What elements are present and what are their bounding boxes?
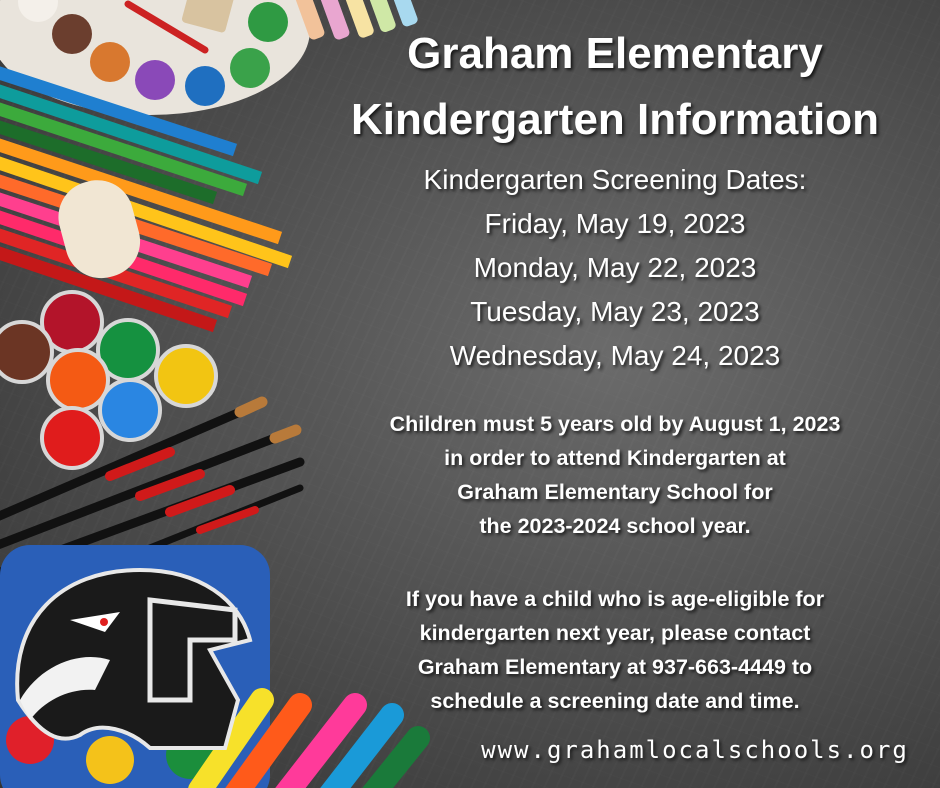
- contact-line: schedule a screening date and time.: [430, 689, 800, 713]
- title-line-1: Graham Elementary: [407, 29, 823, 78]
- screening-heading: Kindergarten Screening Dates:: [423, 164, 807, 195]
- eligibility-line: Graham Elementary School for: [457, 480, 773, 504]
- eligibility-paragraph: [310, 407, 920, 543]
- eligibility-line: the 2023-2024 school year.: [479, 514, 751, 538]
- contact-paragraph: [310, 582, 920, 718]
- eligibility-line: in order to attend Kindergarten at: [444, 446, 786, 470]
- eligibility-line: Children must 5 years old by August 1, 2023: [389, 412, 841, 436]
- screening-date: Tuesday, May 23, 2023: [470, 296, 760, 327]
- flyer-title: [310, 24, 920, 150]
- contact-line: If you have a child who is age-eligible for: [405, 587, 825, 611]
- website-url: www.grahamlocalschools.org: [481, 736, 909, 764]
- falcon-mascot-logo: [17, 570, 250, 748]
- contact-line: kindergarten next year, please contact: [419, 621, 811, 645]
- screening-date: Monday, May 22, 2023: [473, 252, 757, 283]
- paint-palette: [0, 0, 310, 115]
- contact-line: Graham Elementary at 937-663-4449 to: [417, 655, 813, 679]
- screening-date: Friday, May 19, 2023: [484, 208, 746, 239]
- screening-date: Wednesday, May 24, 2023: [449, 340, 781, 371]
- screening-dates-section: [310, 158, 920, 378]
- title-line-2: Kindergarten Information: [350, 95, 880, 144]
